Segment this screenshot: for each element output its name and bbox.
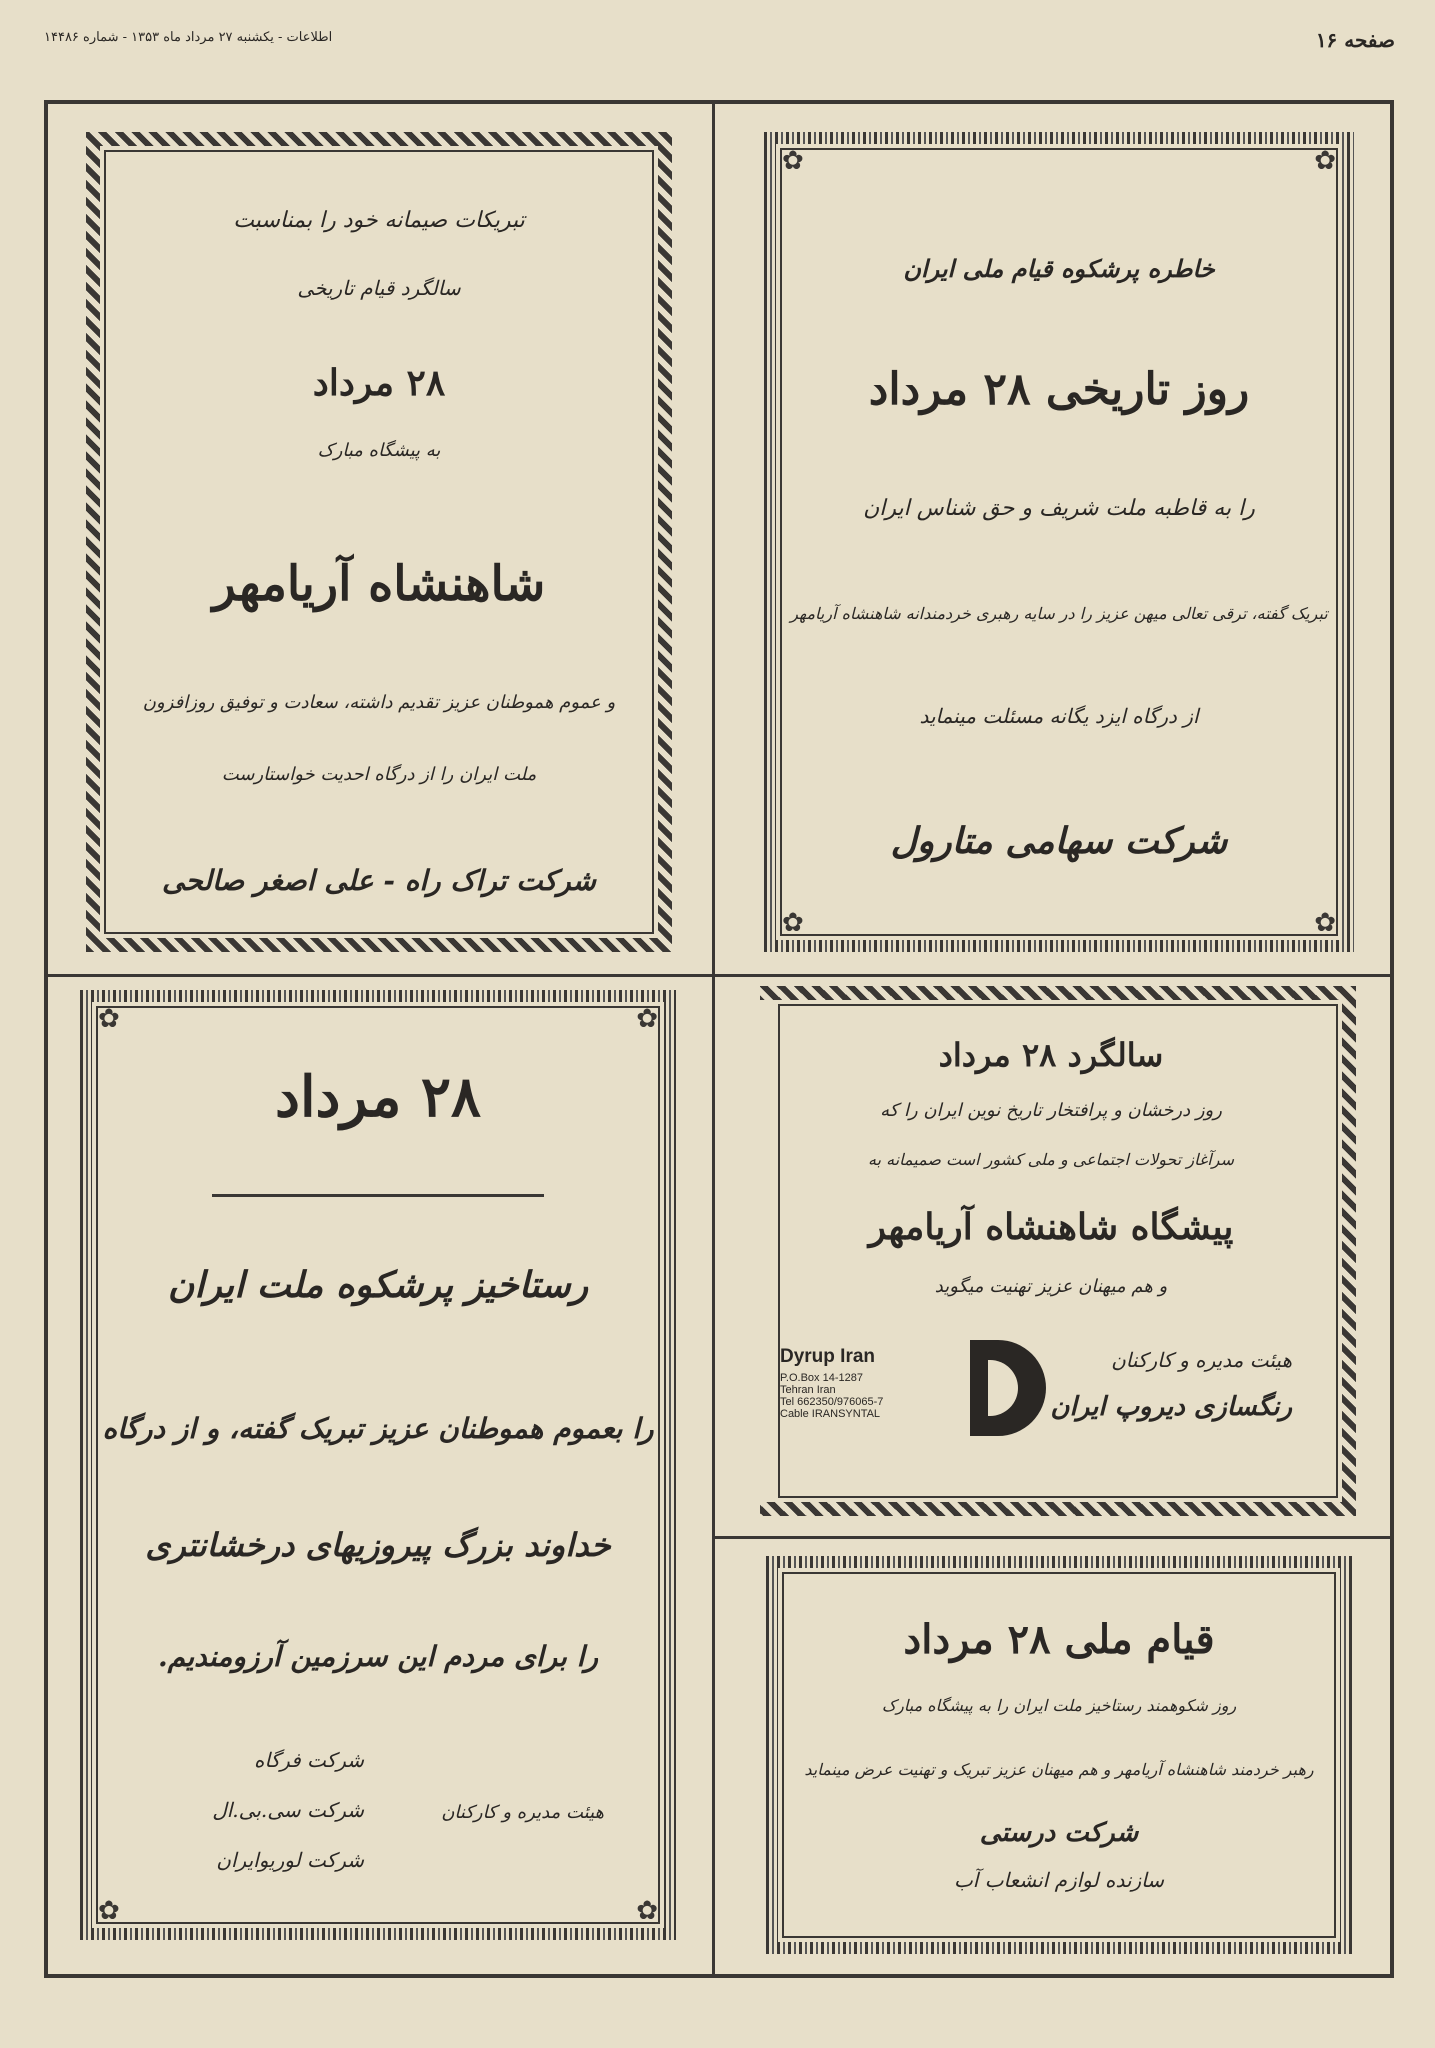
ad-line: و هم میهنان عزیز تهنیت میگوید xyxy=(934,1276,1168,1297)
corner-ornament-icon: ✿ xyxy=(98,1896,120,1926)
ad-signature: شرکت تراک راه - علی اصغر صالحی xyxy=(162,864,596,897)
horizontal-divider-right xyxy=(712,1536,1394,1539)
ad-dorosti xyxy=(766,1556,1352,1954)
page-header xyxy=(0,0,1435,56)
city: Tehran Iran xyxy=(780,1384,836,1396)
ad-staff: هیئت مدیره و کارکنان xyxy=(441,1802,604,1823)
ad-trak-rah xyxy=(86,132,672,952)
ad-line: رستاخیز پرشکوه ملت ایران xyxy=(167,1264,589,1306)
ad-staff: هیئت مدیره و کارکنان xyxy=(1111,1348,1292,1372)
ad-tagline: سازنده لوازم انشعاب آب xyxy=(953,1868,1165,1892)
ad-line: به پیشگاه مبارک xyxy=(317,440,441,461)
po-box: P.O.Box 14-1287 xyxy=(780,1372,863,1384)
ad-company: شرکت سی.بی.ال xyxy=(212,1798,364,1822)
corner-ornament-icon: ✿ xyxy=(1314,146,1336,176)
ad-line: سالگرد قیام تاریخی xyxy=(297,276,461,300)
ad-heading: شاهنشاه آریامهر xyxy=(212,556,546,612)
ad-line: از درگاه ایزد یگانه مسئلت مینماید xyxy=(919,704,1199,728)
ad-dyrup-iran xyxy=(760,986,1356,1516)
ad-line: و عموم هموطنان عزیز تقدیم داشته، سعادت و توفیق روزافزون xyxy=(142,692,616,713)
ad-line: را برای مردم این سرزمین آرزومندیم. xyxy=(158,1640,598,1673)
ad-heading: روز تاریخی ۲۸ مرداد xyxy=(868,364,1250,415)
corner-ornament-icon: ✿ xyxy=(1314,908,1336,938)
ad-line: رهبر خردمند شاهنشاه آریامهر و هم میهنان عزیز تبریک و تهنیت عرض مینماید xyxy=(804,1760,1314,1779)
ad-company: شرکت لوریوایران xyxy=(216,1848,364,1872)
heading-underline xyxy=(212,1194,544,1197)
telephone: Tel 662350/976065-7 xyxy=(780,1396,884,1408)
ad-line: سرآغاز تحولات اجتماعی و ملی کشور است صمیمانه به xyxy=(868,1150,1234,1169)
ad-line: ملت ایران را از درگاه احدیت خواستارست xyxy=(221,764,537,785)
issue-info: اطلاعات - یکشنبه ۲۷ مرداد ماه ۱۳۵۳ - شماره ۱۴۴۸۶ xyxy=(44,30,333,45)
ad-date: ۲۸ مرداد xyxy=(312,362,446,404)
ad-signature: شرکت درستی xyxy=(979,1818,1139,1848)
horizontal-divider-middle xyxy=(44,974,1394,977)
ad-fargah xyxy=(80,990,676,1940)
ad-line: را به قاطبه ملت شریف و حق شناس ایران xyxy=(863,496,1255,521)
corner-ornament-icon: ✿ xyxy=(636,1896,658,1926)
ad-company: رنگسازی دیروپ ایران xyxy=(1050,1392,1292,1422)
corner-ornament-icon: ✿ xyxy=(98,1004,120,1034)
ad-heading: قیام ملی ۲۸ مرداد xyxy=(903,1616,1215,1663)
ad-line: خاطره پرشکوه قیام ملی ایران xyxy=(903,254,1215,283)
ad-line: روز شکوهمند رستاخیز ملت ایران را به پیشگاه مبارک xyxy=(881,1696,1237,1715)
page-number: صفحه ۱۶ xyxy=(1315,28,1395,52)
ad-heading-2: پیشگاه شاهنشاه آریامهر xyxy=(868,1206,1234,1248)
brand-name: Dyrup Iran xyxy=(780,1346,876,1367)
ad-company: شرکت فرگاه xyxy=(254,1748,364,1772)
dyrup-logo-block xyxy=(780,1346,960,1420)
cable: Cable IRANSYNTAL xyxy=(780,1408,881,1420)
ad-heading: ۲۸ مرداد xyxy=(275,1064,481,1130)
ad-signature: شرکت سهامی متارول xyxy=(890,820,1228,862)
ad-line: روز درخشان و پرافتخار تاریخ نوین ایران را که xyxy=(880,1100,1222,1121)
ad-line: را بعموم هموطنان عزیز تبریک گفته، و از درگاه xyxy=(102,1412,654,1445)
ad-metarol xyxy=(764,132,1354,952)
corner-ornament-icon: ✿ xyxy=(782,146,804,176)
vertical-divider xyxy=(712,100,715,1978)
ad-heading: سالگرد ۲۸ مرداد xyxy=(938,1036,1164,1074)
ad-line: تبریک گفته، ترقی تعالی میهن عزیز را در سایه رهبری خردمندانه شاهنشاه آریامهر xyxy=(790,604,1328,623)
ad-line: خداوند بزرگ پیروزیهای درخشانتری xyxy=(145,1526,611,1564)
ad-line: تبریکات صیمانه خود را بمناسبت xyxy=(233,208,525,233)
corner-ornament-icon: ✿ xyxy=(782,908,804,938)
corner-ornament-icon: ✿ xyxy=(636,1004,658,1034)
